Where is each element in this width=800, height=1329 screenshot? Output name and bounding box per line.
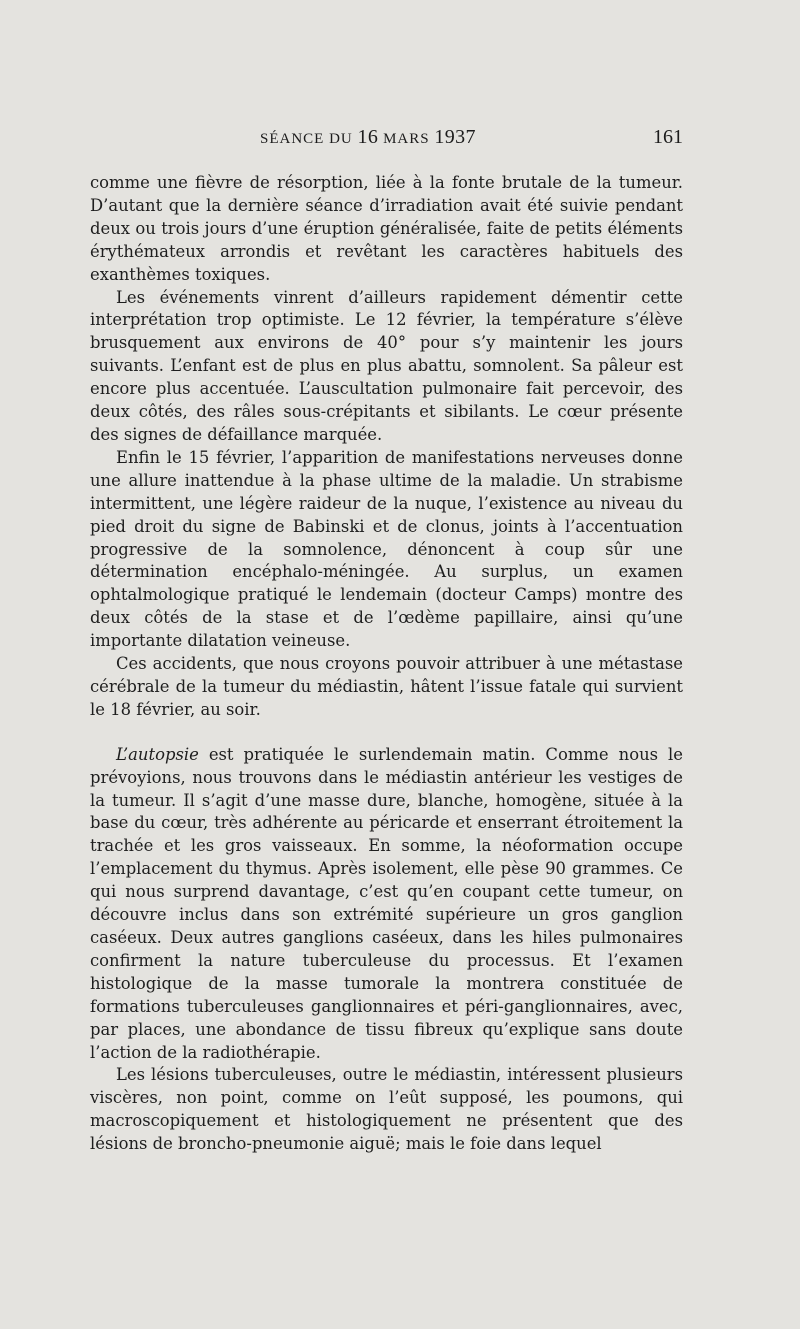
- paragraph-nervous: Enfin le 15 février, l’apparition de manifestations nerveuses donne une allure inattendue à la phase ultime de la maladie. Un strabisme intermittent, une légère raideur de la nuque, l’existence au niveau du pied droit du signe de Babinski et de clonus, joints à l’accentuation progressive de la somnolence, dénoncent à coup sûr une détermination encéphalo-méningée. Au surplus, un examen ophtalmologique pratiqué le lendemain (docteur Camps) montre des deux côtés de la stase et de l’œdème papillaire, ainsi qu’une importante dilatation veineuse.: [90, 447, 683, 651]
- paragraph-accidents: Ces accidents, que nous croyons pouvoir attribuer à une métastase cérébrale de la tumeur du médiastin, hâtent l’issue fatale qui survient le 18 février, au soir.: [90, 654, 683, 719]
- running-title: [260, 126, 476, 149]
- title-date: 16: [357, 126, 379, 148]
- title-suffix: MARS: [378, 131, 435, 147]
- paragraph-fever: comme une fièvre de résorption, liée à la fonte brutale de la tumeur. D’autant que la dernière séance d’irradiation avait été suivie pendant deux ou trois jours d’une éruption généralisée, faite de petits éléments érythémateux arrondis et revêtant les caractères habituels des exanthèmes toxiques.: [90, 173, 683, 284]
- paragraph-events: Les événements vinrent d’ailleurs rapidement démentir cette interprétation trop optimiste. Le 12 février, la température s’élève brusquement aux environs de 40° pour s’y maintenir les jours suivants. L’enfant est de plus en plus abattu, somnolent. Sa pâleur est encore plus accentuée. L’auscultation pulmonaire fait percevoir, des deux côtés, des râles sous-crépitants et sibilants. Le cœur présente des signes de défaillance marquée.: [90, 287, 683, 444]
- page-number: 161: [653, 126, 683, 148]
- autopsy-text: est pratiquée le surlendemain matin. Comme nous le prévoyions, nous trouvons dans le médiastin antérieur les vestiges de la tumeur. Il s’agit d’une masse dure, blanche, homogène, située à la base du cœur, très adhérente au péricarde et enserrant étroitement la trachée et les gros vaisseaux. En somme, la néoformation occupe l’emplacement du thymus. Après isolement, elle pèse 90 grammes. Ce qui nous surprend davantage, c’est qu’en coupant cette tumeur, on découvre inclus dans son extrémité supérieure un gros ganglion caséeux. Deux autres ganglions caséeux, dans les hiles pulmonaires confirment la nature tuberculeuse du processus. Et l’examen histologique de la masse tumorale la montrera constituée de formations tuberculeuses ganglionnaires et péri-ganglionnaires, avec, par places, une abondance de tissu fibreux qu’explique sans doute l’action de la radiothérapie.: [90, 744, 683, 1062]
- autopsy-heading: L’autopsie: [116, 744, 199, 764]
- title-year: 1937: [434, 126, 476, 148]
- title-prefix: SÉANCE DU: [260, 131, 358, 147]
- body-text: [90, 172, 683, 1156]
- paragraph-lesions: Les lésions tuberculeuses, outre le médiastin, intéressent plusieurs viscères, non point, comme on l’eût supposé, les poumons, qui macroscopiquement et histologiquement ne présentent que des lésions de broncho-pneumonie aiguë; mais le foie dans lequel: [90, 1065, 683, 1154]
- paragraph-autopsy: [90, 744, 683, 1065]
